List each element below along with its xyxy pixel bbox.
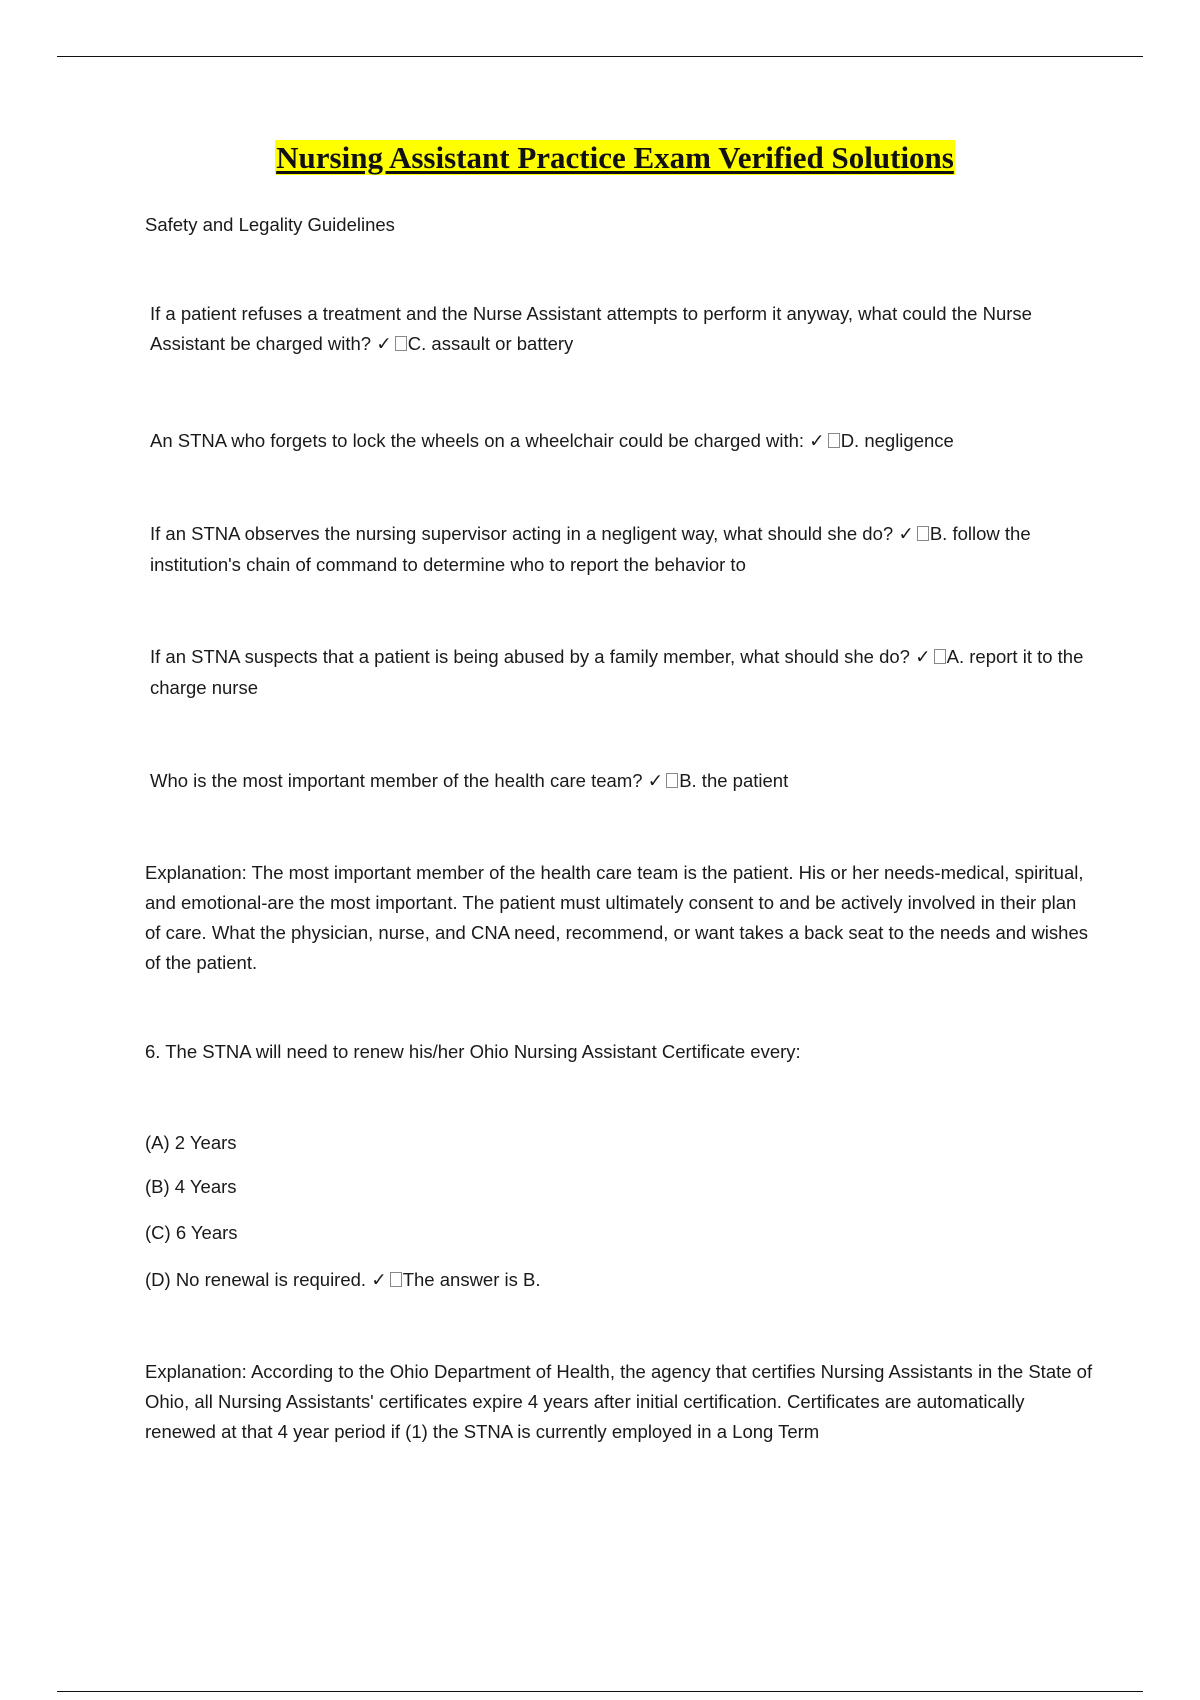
- question-text: Who is the most important member of the health care team?: [150, 770, 643, 791]
- answer-text: B. follow the institution's chain of command to determine who to report the behavior to: [150, 523, 1031, 575]
- checkbox-glyph-icon: [666, 773, 678, 788]
- answer-text: B. the patient: [679, 770, 789, 791]
- answer-text: The answer is B.: [402, 1269, 541, 1290]
- checkbox-glyph-icon: [917, 526, 929, 541]
- explanation-paragraph: Explanation: The most important member of the health care team is the patient. His or her needs-medical, spiritual, and emotional-are the most important. The patient must ultimately consent to and be actively involved in their plan of care. What the physician, nurse, and CNA need, recommend, or want takes a back seat to the needs and wishes of the patient.: [145, 862, 1088, 973]
- option-text: (D) No renewal is required.: [145, 1269, 367, 1290]
- check-icon: ✓: [376, 334, 392, 355]
- checkbox-glyph-icon: [395, 336, 407, 351]
- question-text: An STNA who forgets to lock the wheels on a wheelchair could be charged with:: [150, 430, 805, 451]
- option-c: (C) 6 Years: [145, 1222, 238, 1243]
- section-heading: Safety and Legality Guidelines: [145, 214, 395, 235]
- option-d: [145, 1265, 1095, 1296]
- answer-text: A. report it to the charge nurse: [150, 646, 1084, 698]
- option-b: (B) 4 Years: [145, 1176, 237, 1197]
- answer-text: D. negligence: [840, 430, 954, 451]
- checkbox-glyph-icon: [390, 1272, 402, 1287]
- question-item: [145, 426, 1100, 457]
- question-text: If a patient refuses a treatment and the Nurse Assistant attempts to perform it anyway, what could the Nurse Assistant be charged with?: [150, 303, 1032, 354]
- check-icon: ✓: [809, 431, 825, 452]
- check-icon: ✓: [915, 647, 931, 668]
- check-icon: ✓: [647, 771, 664, 792]
- option-a: (A) 2 Years: [145, 1132, 237, 1153]
- page-title: Nursing Assistant Practice Exam Verified Solutions: [276, 140, 954, 175]
- check-icon: ✓: [371, 1270, 387, 1291]
- checkbox-glyph-icon: [828, 433, 840, 448]
- question-6: 6. The STNA will need to renew his/her Ohio Nursing Assistant Certificate every:: [145, 1041, 801, 1062]
- explanation-paragraph: Explanation: According to the Ohio Department of Health, the agency that certifies Nursing Assistants in the State of Ohio, all Nursing Assistants' certificates expire 4 years after initial certification. Certificates are automatically renewed at that 4 year period if (1) the STNA is currently employed in a Long Term: [145, 1361, 1093, 1442]
- question-item: [145, 519, 1100, 580]
- question-item: [145, 299, 1100, 360]
- checkbox-glyph-icon: [934, 649, 946, 664]
- header-rule: [57, 56, 1143, 57]
- question-text: If an STNA observes the nursing supervisor acting in a negligent way, what should she do?: [150, 523, 894, 544]
- question-text: If an STNA suspects that a patient is being abused by a family member, what should she do?: [150, 646, 910, 667]
- footer-rule: [57, 1691, 1143, 1692]
- question-item: [145, 642, 1100, 703]
- answer-text: C. assault or battery: [407, 333, 574, 354]
- question-item: [145, 766, 1100, 797]
- check-icon: ✓: [898, 524, 914, 545]
